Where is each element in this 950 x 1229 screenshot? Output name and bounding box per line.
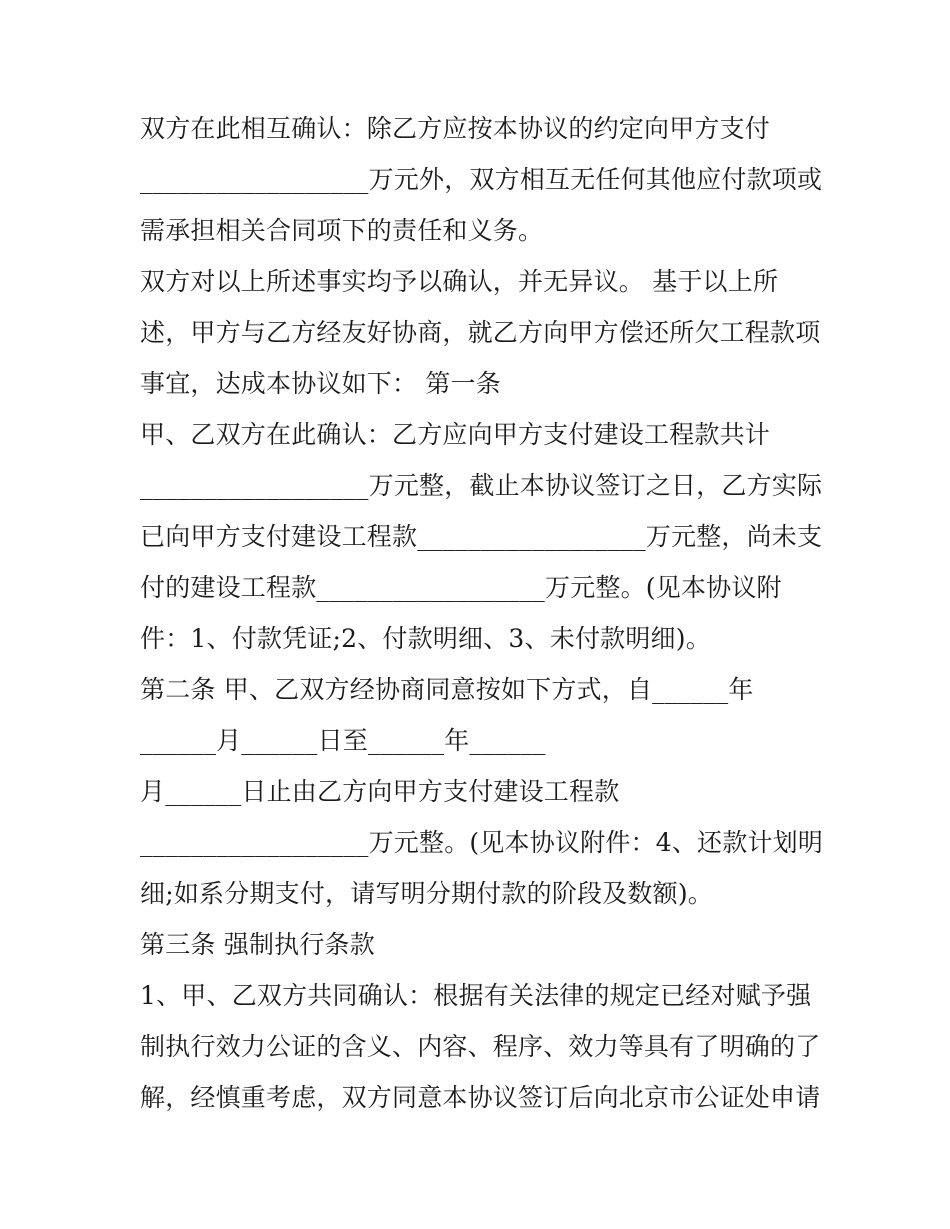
- text-line: 双方对以上所述事实均予以确认，并无异议。 基于以上所: [140, 267, 779, 296]
- text-line: 已向甲方支付建设工程款__________________万元整，尚未支: [140, 522, 823, 551]
- text-line: ______月______日至______年______: [140, 726, 546, 755]
- text-line: __________________万元外，双方相互无任何其他应付款项或: [140, 165, 823, 194]
- text-line: __________________万元整。(见本协议附件：4、还款计划明: [140, 828, 824, 857]
- text-line: 第二条 甲、乙双方经协商同意按如下方式，自______年: [140, 675, 754, 704]
- text-line: 月______日止由乙方向甲方支付建设工程款: [140, 777, 620, 806]
- text-line: 事宜，达成本协议如下： 第一条: [140, 369, 501, 398]
- text-line: 解，经慎重考虑，双方同意本协议签订后向北京市公证处申请: [140, 1083, 821, 1112]
- text-line: 1、甲、乙双方共同确认：根据有关法律的规定已经对赋予强: [140, 981, 812, 1010]
- text-line: 需承担相关合同项下的责任和义务。: [140, 216, 544, 245]
- text-line: 第三条 强制执行条款: [140, 930, 375, 959]
- text-line: 甲、乙双方在此确认：乙方应向甲方支付建设工程款共计: [140, 420, 771, 449]
- text-line: 件：1、付款凭证;2、付款明细、3、未付款明细)。: [140, 624, 711, 653]
- text-line: __________________万元整，截止本协议签订之日，乙方实际: [140, 471, 823, 500]
- text-line: 制执行效力公证的含义、内容、程序、效力等具有了明确的了: [140, 1032, 821, 1061]
- text-line: 细;如系分期支付，请写明分期付款的阶段及数额)。: [140, 879, 713, 908]
- text-line: 述，甲方与乙方经友好协商，就乙方向甲方偿还所欠工程款项: [140, 318, 821, 347]
- text-line: 双方在此相互确认：除乙方应按本协议的约定向甲方支付: [140, 114, 771, 143]
- text-line: 付的建设工程款__________________万元整。(见本协议附: [140, 573, 782, 602]
